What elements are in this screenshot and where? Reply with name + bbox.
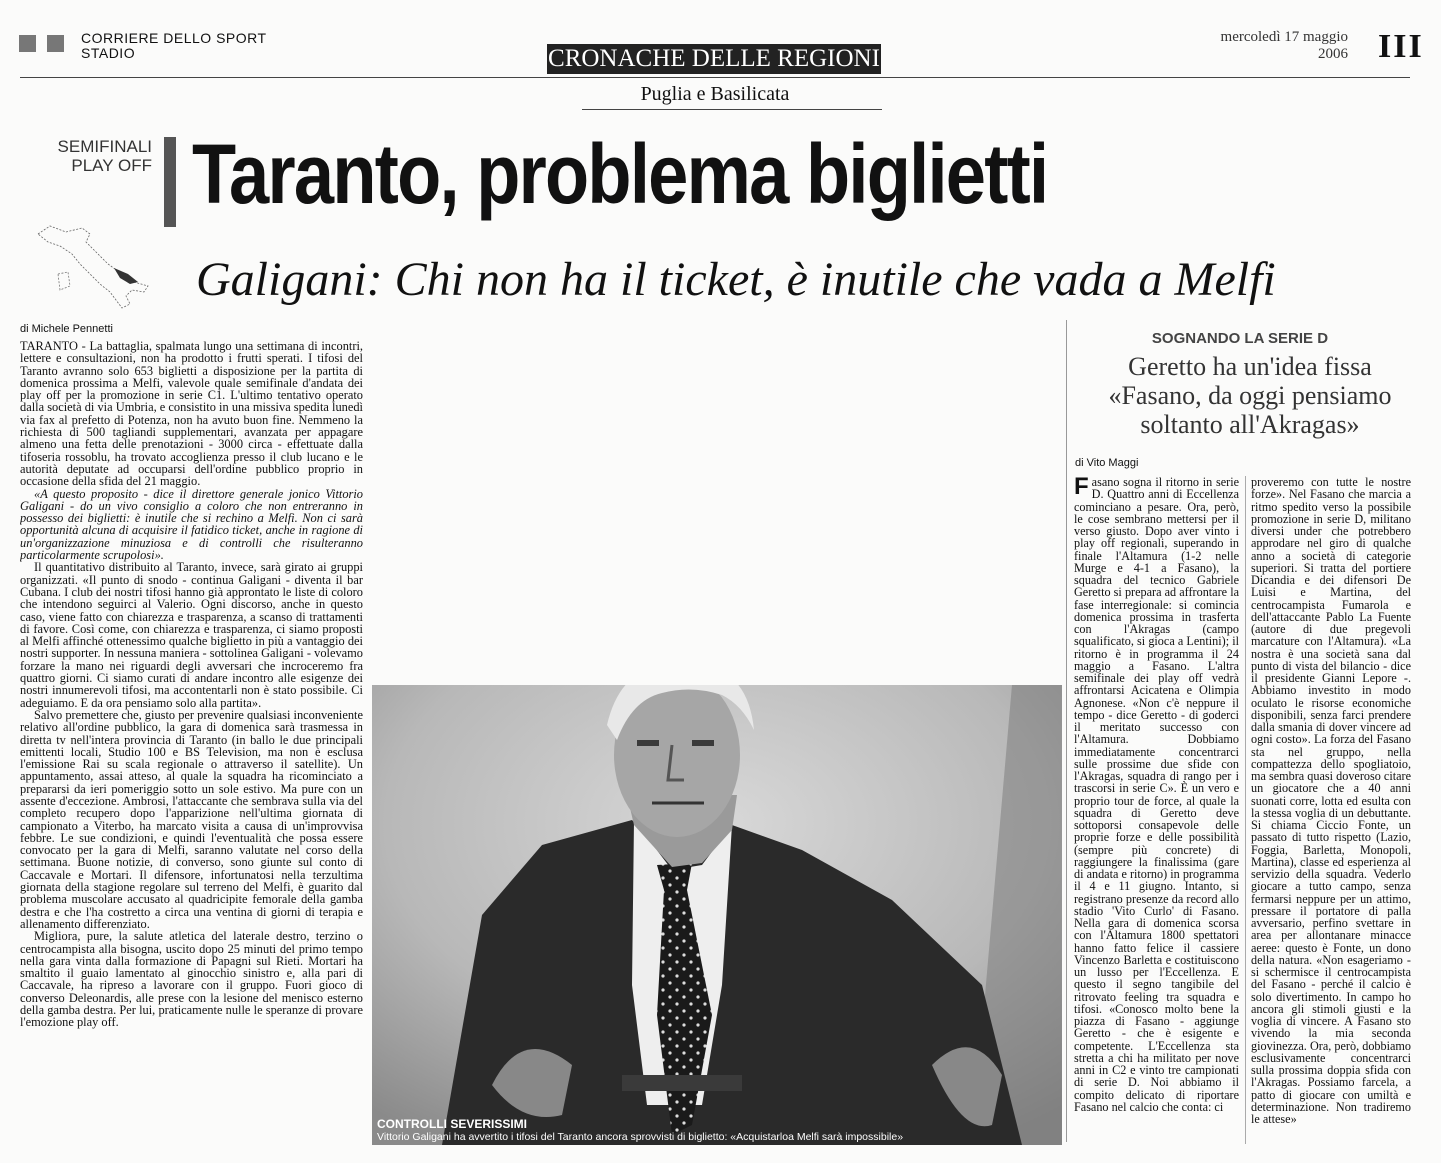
- sidebar-kicker: SOGNANDO LA SERIE D: [1151, 330, 1329, 347]
- kicker: [40, 137, 152, 175]
- logo-square-left: [19, 35, 36, 52]
- subheadline: Galigani: Chi non ha il ticket, è inutile che vada a Melfi: [196, 253, 1276, 306]
- kicker-bar: [164, 137, 176, 227]
- date-line2: 2006: [1318, 46, 1348, 62]
- region-label: Puglia e Basilicata: [640, 83, 790, 105]
- masthead-line2: STADIO: [81, 45, 136, 61]
- sidebar-column-1: [1074, 476, 1239, 1144]
- header-rule: [20, 77, 1410, 78]
- masthead-line1: CORRIERE DELLO SPORT: [81, 30, 267, 46]
- article-photo: [372, 685, 1062, 1145]
- section-title: CRONACHE DELLE REGIONI: [548, 45, 880, 72]
- article-paragraph: Salvo premettere che, giusto per prevenire qualsiasi inconveniente relativo all'ordine pubblico, la gara di domenica sarà trasmessa in diretta tv nell'intera provincia di Taranto (in ballo le due principali emittenti locali, Studio 100 e BS Television, ma non è esclusa l'emissione Rai su scala regionale o attraverso il satellite). Un appuntamento, assai atteso, al quale la squadra ha ricominciato a prepararsi da ieri pomeriggio sotto un sole estivo. Ma pure con un assente d'eccezione. Ambrosi, l'attaccante che sembrava sulla via del completo recupero dopo l'apparizione nell'ultima giornata di campionato a Viterbo, ha marcato visita a causa di un'improvvisa febbre. Le sue condizioni, e quindi l'eventualità che possa essere convocato per la gara di Melfi, saranno valutate nel corso della settimana. Buone notizie, di converso, sono giunte sul conto di Caccavale e Mortari. Il difensore, infortunatosi nella terzultima giornata della stagione regolare sul terreno del Melfi, è guarito dal problema muscolare accusato al quadricipite femorale della gamba destra e che l'ha costretto a circa una ventina di giorni di terapia e allenamento differenziato.: [20, 707, 363, 931]
- masthead: [81, 31, 267, 61]
- article-paragraph: Il quantitativo distribuito al Taranto, invece, sarà girato ai gruppi organizzati. «Il punto di snodo - continua Galigani - diventa il bar Cubana. I club dei nostri tifosi hanno già approntato le liste di coloro che intendono seguirci al Valerio. Ogni discorso, anche in questo caso, viene fatto con chiarezza e trasparenza, a scanso di trattamenti di favore. Così come, con chiarezza e trasparenza, ci siamo proposti al Melfi affinché ottenessimo qualche biglietto in più a vantaggio dei nostri supporter. In nessuna maniera - sottolinea Galigani - volevamo forzare la mano nei riguardi degli avversari che incroceremo fra quattro giorni. Ci siamo curati di andare incontro alle esigenze dei nostri innumerevoli tifosi, ma accontentarli non è stato possibile. Ci adeguiamo. E da ora pensiamo solo alla partita».: [20, 560, 363, 710]
- article-paragraph: TARANTO - La battaglia, spalmata lungo una settimana di incontri, lettere e consultazioni, non ha prodotto i frutti sperati. I tifosi del Taranto avranno solo 653 biglietti a disposizione per la partita di domenica prossima a Melfi, valevole quale semifinale d'andata dei play off per la promozione in serie C1. L'ultimo tentativo operato dalla società di via Umbria, e consistito in una missiva spedita lunedì via fax al prefetto di Potenza, non ha avuto buon fine. Nemmeno la richiesta di 500 tagliandi supplementari, avanzata per appagare almeno una fetta delle prenotazioni - 3000 circa - effettuate dalla tifoseria rossoblu, ha trovato accoglienza presso il club lucano e le autorità deputate ad occuparsi dell'ordine pubblico proprio in occasione della sfida del 21 maggio.: [20, 340, 363, 489]
- sidebar-byline: di Vito Maggi: [1075, 457, 1139, 469]
- article-paragraph: Migliora, pure, la salute atletica del laterale destro, terzino o centrocampista alla bisogna, uscito dopo 25 minuti del primo tempo nella gara vinta dalla formazione di Papagni sul Rieti. Mortari ha smaltito il guaio lamentato al ginocchio sinistro e, alla pari di Caccavale, ha ripreso a lavorare con il gruppo. Fuori gioco di converso Deleonardis, alle prese con la lesione del menisco esterno della gamba destra. Per lui, praticamente nulle le speranze di provare l'emozione play off.: [20, 929, 363, 1030]
- article-paragraph: «A questo proposito - dice il direttore generale jonico Vittorio Galigani - do un vivo consiglio a coloro che non entreranno in possesso dei biglietti: è inutile che si rechino a Melfi. Non ci sarà opportunità alcuna di acquisire il fatidico ticket, anche in ragione di un'organizzazione minuziosa e di controlli che risulteranno particolarmente scrupolosi».: [20, 486, 363, 563]
- region-rule: [582, 109, 882, 110]
- italy-map-icon: [30, 212, 155, 317]
- issue-date: [1196, 29, 1348, 63]
- sidebar-title-line: soltanto all'Akragas»: [1140, 410, 1360, 439]
- sidebar-paragraph: [1074, 476, 1239, 1113]
- column-rule: [1245, 476, 1246, 1144]
- headline: Taranto, problema biglietti: [192, 127, 1048, 221]
- sidebar-title-line: «Fasano, da oggi pensiamo: [1108, 381, 1392, 410]
- dropcap: F: [1074, 476, 1089, 500]
- kicker-line1: SEMIFINALI: [57, 137, 152, 156]
- sidebar-column-2: [1251, 476, 1411, 1144]
- sidebar-title: [1080, 352, 1420, 439]
- photo-caption: Vittorio Galigani ha avvertito i tifosi del Taranto ancora sprovvisti di biglietto: «Acquistarloa Melfi sarà impossibile»: [377, 1131, 904, 1143]
- main-article-body: [20, 340, 363, 1146]
- sidebar-paragraph: proveremo con tutte le nostre forze». Nel Fasano che marcia a ritmo spedito verso la possibile promozione in serie D, militano diversi under che potrebbero approdare nel giro di qualche anno a società di categorie superiori. Si tratta del portiere Dicandia e dei difensori De Luisi e Martina, del centrocampista Fumarola e dell'attaccante Pablo La Fuente (autore di due pregevoli marcature con l'Altamura). «La nostra è una società sana dal punto di vista del bilancio - dice il presidente Gianni Lepore -. Abbiamo investito in modo oculato le risorse economiche disponibili, senza farci prendere dalla smania di dover vincere ad ogni costo». La forza del Fasano sta nel gruppo, nella compattezza dello spogliatoio, ma sembra quasi doveroso citare un giocatore che a 40 anni suonati corre, lotta ed esulta con la stessa voglia di un debuttante. Si chiama Ciccio Fonte, un passato di tutto rispetto (Lazio, Foggia, Barletta, Monopoli, Martina), classe ed esperienza al servizio della squadra. Vederlo giocare a tutto campo, senza fermarsi neppure per un attimo, pressare il portatore di palla avversario, perfino svettare in area per allontanare minacce aeree: questo è Fonte, un dono della natura. «Non esageriamo - si schermisce il centrocampista del Fasano - perché il calcio è solo divertimento. In campo ho ancora gli stimoli giusti e la voglia di vincere. A Fasano sto vivendo la mia seconda giovinezza. Ora, però, dobbiamo esclusivamente concentrarci sulla prossima doppia sfida con l'Akragas. Possiamo farcela, a patto di giocare con umiltà e determinazione. Non tradiremo le attese»: [1251, 476, 1411, 1126]
- kicker-line2: PLAY OFF: [71, 156, 152, 175]
- logo-square-right: [47, 35, 64, 52]
- page-number: III: [1378, 28, 1424, 65]
- sidebar-col1-text: asano sogna il ritorno in serie D. Quattro anni di Eccellenza cominciano a pesare. Ora, però, le cose sembrano mettersi per il verso giusto. Dopo aver vinto i play off regionali, superando in finale l'Altamura (1-2 nelle Murge e 4-1 a Fasano), la squadra del tecnico Gabriele Geretto si prepara ad affrontare la fase interregionale: si comincia domenica prossima in trasferta con l'Akragas (campo squalificato, si gioca a Lentini); il ritorno è in programma il 24 maggio a Fasano. L'altra semifinale dei play off vedrà affrontarsi Acicatena e Olimpia Agnonese. «Non c'è neppure il tempo - dice Geretto - di goderci il meritato successo con l'Altamura. Dobbiamo immediatamente concentrarci sulle prossime due sfide con l'Akragas, squadra di rango per i trascorsi in serie C». È un vero e proprio tour de force, al quale la squadra di Geretto deve sottoporsi consapevole delle proprie forze e delle possibilità (sempre più concrete) di raggiungere la finalissima (gare di andata e ritorno) in programma il 4 e 11 giugno. Intanto, si registrano presenze da record allo stadio 'Vito Curlo' di Fasano. Nella gara di domenica scorsa con l'Altamura 1800 spettatori hanno fatto felice il cassiere Vincenzo Barletta e costituiscono un lusso per l'Eccellenza. E questo il segno tangibile del ritrovato feeling tra squadra e tifosi. «Conosco molto bene la piazza di Fasano - aggiunge Geretto - che è esigente e competente. L'Eccellenza sta stretta a chi ha militato per nove anni in C2 e vinto tre campionati di serie D. Noi abbiamo il compito delicato di riportare Fasano nel calcio che conta: ci: [1074, 476, 1239, 1114]
- date-line1: mercoledì 17 maggio: [1220, 29, 1348, 45]
- photo-caption-title: CONTROLLI SEVERISSIMI: [377, 1117, 528, 1131]
- main-byline: di Michele Pennetti: [20, 323, 113, 335]
- sidebar-title-line: Geretto ha un'idea fissa: [1128, 352, 1372, 381]
